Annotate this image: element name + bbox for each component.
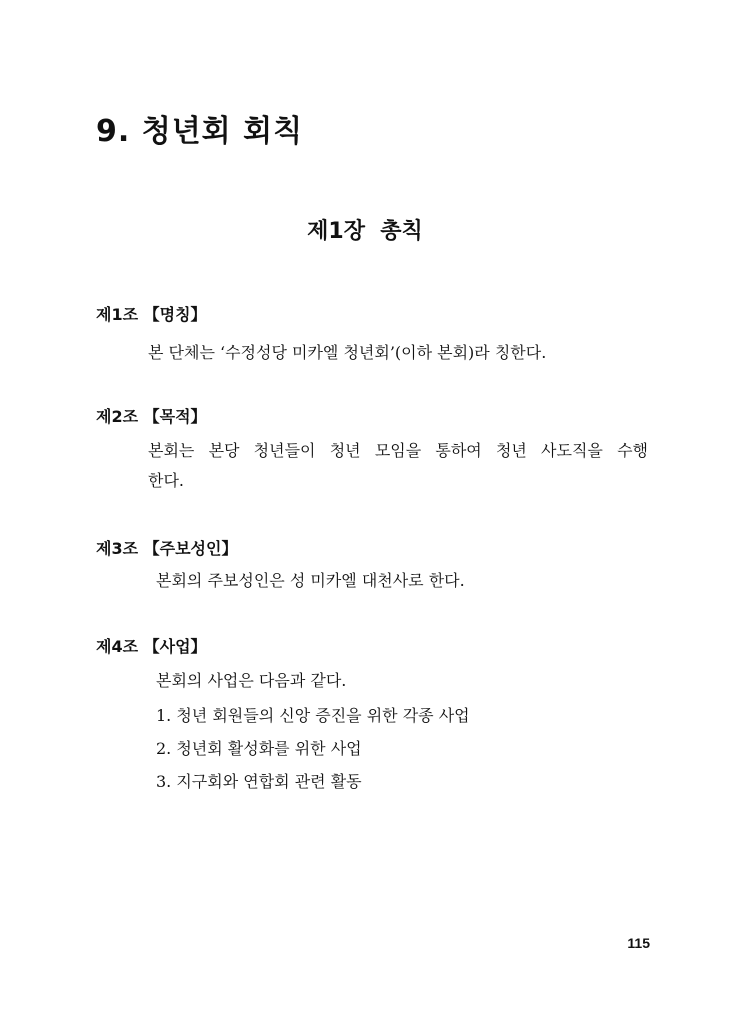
- chapter-title: 제1장 총칙: [307, 219, 423, 244]
- article-heading: 제2조 【목적】: [96, 407, 207, 426]
- article-text-line: 한다.: [148, 471, 184, 490]
- article-text-line: 본회의 사업은 다음과 같다.: [156, 671, 347, 690]
- list-item: 2. 청년회 활성화를 위한 사업: [156, 739, 362, 758]
- page-title: 9. 청년회 회칙: [96, 114, 304, 149]
- article-text-line: 본회의 주보성인은 성 미카엘 대천사로 한다.: [156, 571, 465, 590]
- article-heading: 제3조 【주보성인】: [96, 539, 238, 558]
- article-heading: 제4조 【사업】: [96, 637, 207, 656]
- page-number: 115: [627, 935, 650, 951]
- list-item: 3. 지구회와 연합회 관련 활동: [156, 772, 362, 791]
- article-text-line: 본회는 본당 청년들이 청년 모임을 통하여 청년 사도직을 수행: [148, 441, 648, 460]
- article-heading: 제1조 【명칭】: [96, 305, 207, 324]
- article-text-line: 본 단체는 ‘수정성당 미카엘 청년회’(이하 본회)라 칭한다.: [148, 343, 547, 362]
- list-item: 1. 청년 회원들의 신앙 증진을 위한 각종 사업: [156, 706, 470, 725]
